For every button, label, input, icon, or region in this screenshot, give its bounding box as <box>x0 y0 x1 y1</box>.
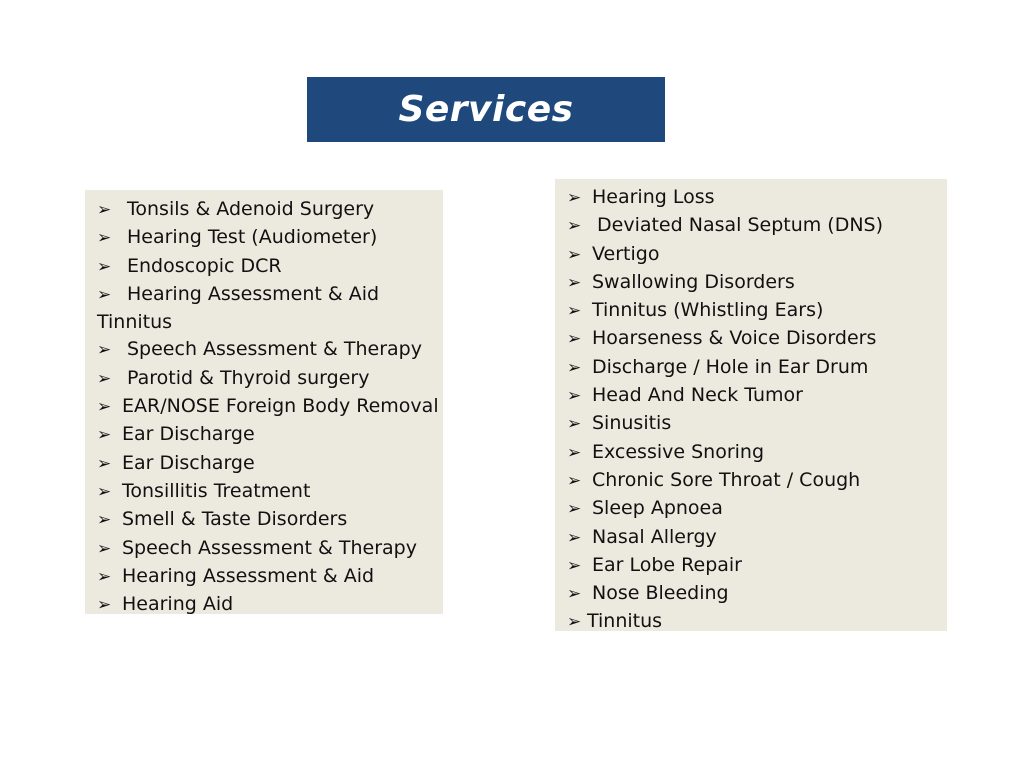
arrow-bullet-icon: ➢ <box>567 470 582 491</box>
arrow-bullet-icon: ➢ <box>97 453 112 474</box>
service-label: Tinnitus <box>97 311 173 334</box>
arrow-bullet-icon: ➢ <box>97 284 112 305</box>
service-list-item <box>567 354 947 382</box>
service-label: Head And Neck Tumor <box>592 384 803 407</box>
service-label: Hoarseness & Voice Disorders <box>592 327 877 350</box>
service-label: Ear Lobe Repair <box>592 553 742 576</box>
service-list-item <box>97 591 443 619</box>
arrow-bullet-icon: ➢ <box>567 216 582 237</box>
arrow-bullet-icon: ➢ <box>97 481 112 502</box>
arrow-bullet-icon: ➢ <box>567 555 582 576</box>
service-list-item <box>567 297 947 325</box>
arrow-bullet-icon: ➢ <box>97 228 112 249</box>
arrow-bullet-icon: ➢ <box>567 386 582 407</box>
arrow-bullet-icon: ➢ <box>97 538 112 559</box>
service-label: Hearing Assessment & Aid <box>122 564 375 587</box>
arrow-bullet-icon: ➢ <box>567 272 582 293</box>
service-list-item <box>567 552 947 580</box>
service-list-item <box>97 563 443 591</box>
service-list-item <box>97 224 443 252</box>
service-label: Vertigo <box>592 242 660 265</box>
arrow-bullet-icon: ➢ <box>567 329 582 350</box>
service-list-item <box>567 269 947 297</box>
services-title-banner <box>307 77 665 142</box>
arrow-bullet-icon: ➢ <box>567 244 582 265</box>
service-list-item <box>567 241 947 269</box>
service-label: EAR/NOSE Foreign Body Removal <box>122 395 439 418</box>
services-list-right <box>567 184 947 637</box>
arrow-bullet-icon: ➢ <box>567 442 582 463</box>
service-list-item <box>567 410 947 438</box>
arrow-bullet-icon: ➢ <box>97 368 112 389</box>
arrow-bullet-icon: ➢ <box>567 357 582 378</box>
service-list-item <box>567 184 947 212</box>
service-list-item <box>97 365 443 393</box>
service-list-item <box>97 450 443 478</box>
service-list-item <box>97 506 443 534</box>
service-label: Tinnitus (Whistling Ears) <box>592 299 824 322</box>
service-label: Endoscopic DCR <box>127 254 282 277</box>
service-label: Parotid & Thyroid surgery <box>127 366 370 389</box>
arrow-bullet-icon: ➢ <box>97 425 112 446</box>
services-list-left <box>97 196 443 619</box>
service-label: Speech Assessment & Therapy <box>122 536 417 559</box>
arrow-bullet-icon: ➢ <box>97 340 112 361</box>
service-list-item <box>97 281 443 309</box>
service-list-item <box>97 196 443 224</box>
service-list-item <box>97 309 443 336</box>
service-label: Tinnitus <box>587 610 663 633</box>
arrow-bullet-icon: ➢ <box>567 612 582 633</box>
service-list-item <box>97 393 443 421</box>
service-list-item <box>567 467 947 495</box>
service-list-item <box>567 382 947 410</box>
service-label: Deviated Nasal Septum (DNS) <box>597 214 884 237</box>
arrow-bullet-icon: ➢ <box>567 584 582 605</box>
service-label: Speech Assessment & Therapy <box>127 338 422 361</box>
arrow-bullet-icon: ➢ <box>567 414 582 435</box>
services-panel-left <box>85 190 443 614</box>
service-list-item <box>97 535 443 563</box>
service-label: Ear Discharge <box>122 423 255 446</box>
arrow-bullet-icon: ➢ <box>567 188 582 208</box>
arrow-bullet-icon: ➢ <box>97 200 112 220</box>
service-label: Sinusitis <box>592 412 672 435</box>
service-list-item <box>567 212 947 240</box>
service-label: Nasal Allergy <box>592 525 717 548</box>
arrow-bullet-icon: ➢ <box>567 499 582 520</box>
service-label: Tonsils & Adenoid Surgery <box>127 198 375 220</box>
service-label: Excessive Snoring <box>592 440 765 463</box>
service-list-item <box>97 253 443 281</box>
service-list-item <box>567 495 947 523</box>
service-label: Nose Bleeding <box>592 582 729 605</box>
service-list-item <box>567 580 947 608</box>
service-label: Discharge / Hole in Ear Drum <box>592 355 869 378</box>
service-label: Hearing Test (Audiometer) <box>127 226 378 249</box>
service-list-item <box>567 524 947 552</box>
service-list-item <box>567 439 947 467</box>
service-label: Chronic Sore Throat / Cough <box>592 468 861 491</box>
arrow-bullet-icon: ➢ <box>97 595 112 616</box>
service-label: Swallowing Disorders <box>592 270 795 293</box>
service-label: Sleep Apnoea <box>592 497 723 520</box>
arrow-bullet-icon: ➢ <box>97 256 112 277</box>
service-list-item <box>97 478 443 506</box>
service-label: Ear Discharge <box>122 451 255 474</box>
services-panel-right <box>555 179 947 631</box>
arrow-bullet-icon: ➢ <box>97 566 112 587</box>
service-label: Hearing Aid <box>122 593 234 616</box>
arrow-bullet-icon: ➢ <box>567 301 582 322</box>
arrow-bullet-icon: ➢ <box>97 510 112 531</box>
arrow-bullet-icon: ➢ <box>567 527 582 548</box>
service-label: Smell & Taste Disorders <box>122 508 348 531</box>
service-list-item <box>567 608 947 636</box>
service-list-item <box>97 336 443 364</box>
page-title: Services <box>398 89 574 130</box>
service-list-item <box>97 421 443 449</box>
arrow-bullet-icon: ➢ <box>97 397 112 418</box>
service-label: Tonsillitis Treatment <box>122 479 311 502</box>
service-label: Hearing Assessment & Aid <box>127 282 380 305</box>
service-label: Hearing Loss <box>592 186 715 208</box>
service-list-item <box>567 325 947 353</box>
